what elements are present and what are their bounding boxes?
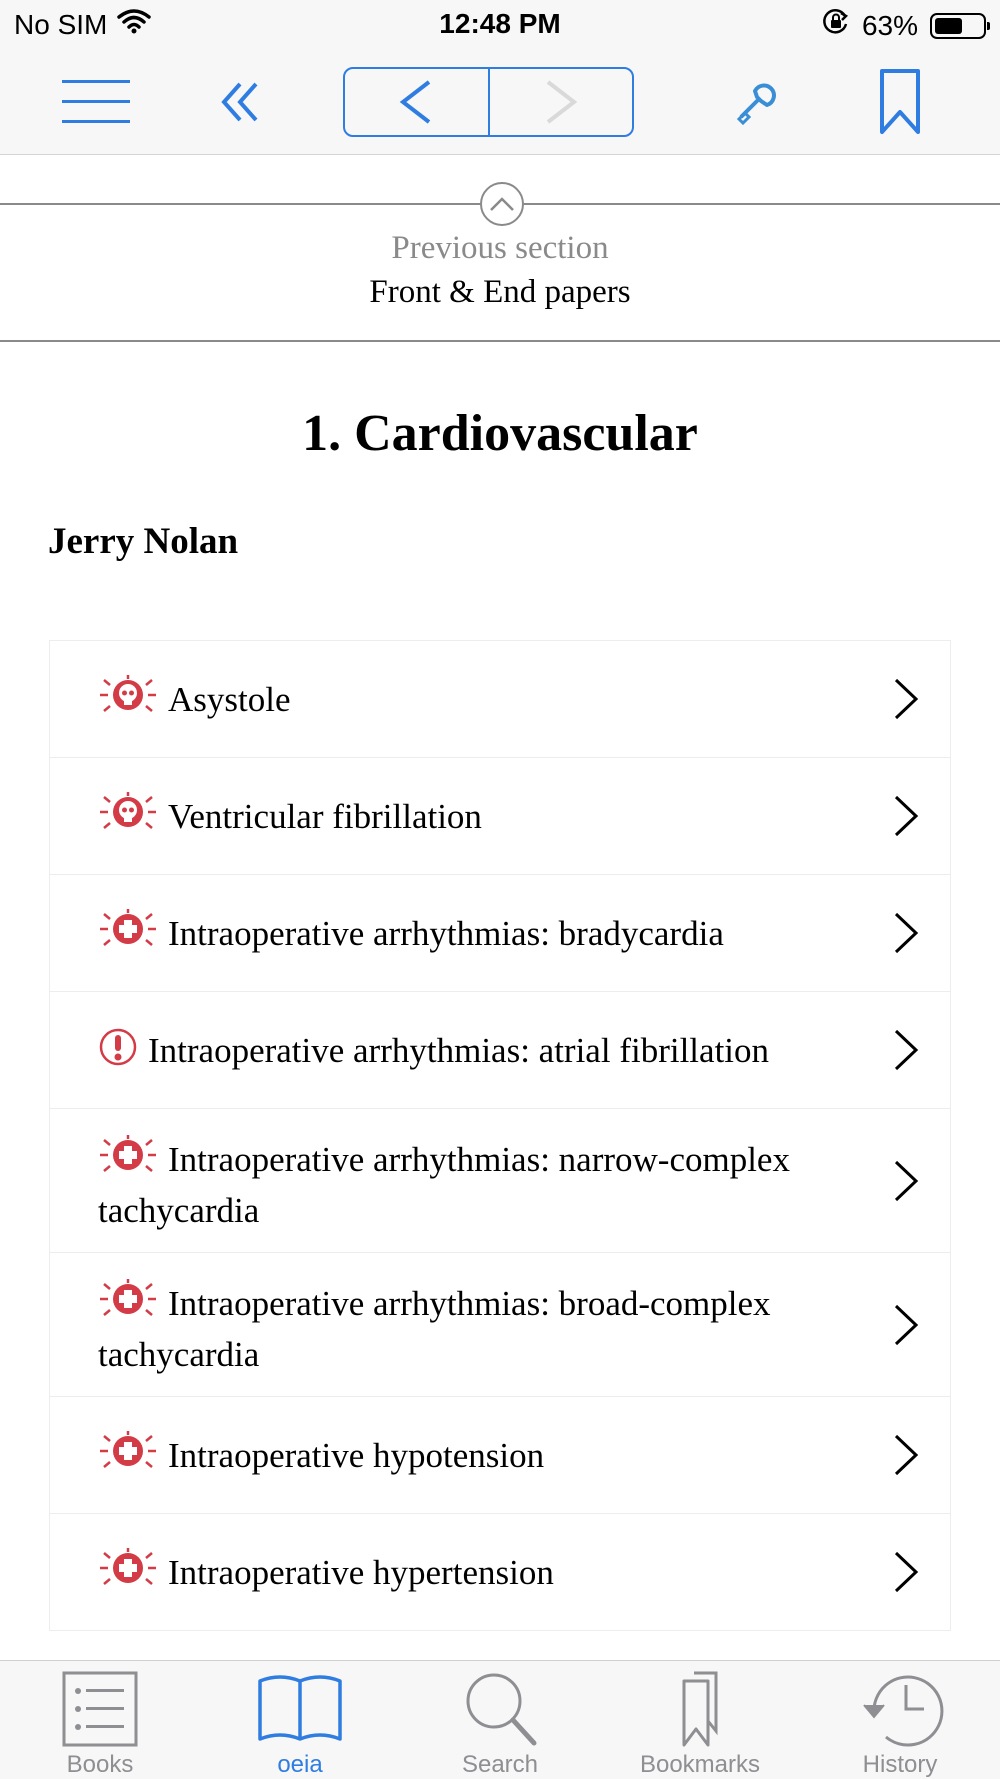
previous-section-title: Front & End papers — [369, 274, 631, 310]
status-bar — [0, 0, 1000, 50]
tab-label: oeia — [277, 1751, 323, 1778]
toc-list — [49, 640, 951, 1631]
back-to-contents-button[interactable] — [215, 50, 265, 154]
tab-bookmarks[interactable] — [600, 1661, 800, 1779]
tab-books[interactable] — [0, 1661, 200, 1779]
tab-history[interactable] — [800, 1661, 1000, 1779]
divider — [0, 340, 1000, 342]
search-icon — [452, 1667, 548, 1749]
chevron-right-icon — [544, 79, 578, 125]
chevron-right-icon — [892, 911, 920, 955]
battery-icon — [930, 13, 986, 39]
list-item[interactable] — [50, 875, 950, 992]
list-item[interactable] — [50, 1253, 950, 1397]
bookmark-icon — [879, 68, 921, 136]
chevron-right-icon — [892, 1303, 920, 1347]
chevron-right-icon — [892, 1159, 920, 1203]
status-right-group — [822, 8, 986, 43]
alert-icon — [98, 1026, 138, 1079]
medical-cross-icon — [98, 909, 158, 962]
chevron-right-icon — [892, 794, 920, 838]
orientation-lock-icon — [822, 8, 850, 43]
list-item[interactable] — [50, 1109, 950, 1253]
medical-cross-icon — [98, 1279, 158, 1332]
chevron-right-icon — [892, 1433, 920, 1477]
books-list-icon — [52, 1667, 148, 1749]
previous-section-label: Previous section — [391, 230, 609, 266]
carrier-label: No SIM — [14, 8, 108, 40]
tab-label: Books — [66, 1751, 134, 1778]
list-item[interactable] — [50, 992, 950, 1109]
toc-item-label: Asystole — [168, 680, 291, 719]
wrench-icon — [733, 77, 783, 127]
list-item[interactable] — [50, 758, 950, 875]
skull-icon — [98, 792, 158, 845]
battery-percent: 63% — [861, 9, 918, 41]
skull-icon — [98, 675, 158, 728]
tab-label: Bookmarks — [639, 1751, 761, 1778]
medical-cross-icon — [98, 1548, 158, 1601]
toc-item-label: Intraoperative arrhythmias: broad-complex tachycardia — [98, 1284, 771, 1374]
previous-page-button[interactable] — [345, 69, 490, 135]
toc-item-label: Intraoperative arrhythmias: narrow-complex tachycardia — [98, 1140, 790, 1230]
chevron-right-icon — [892, 1550, 920, 1594]
chapter-title: 1. Cardiovascular — [302, 405, 698, 462]
tab-oeia[interactable] — [200, 1661, 400, 1779]
toolbar — [0, 50, 1000, 155]
bookmark-button[interactable] — [878, 50, 922, 154]
status-time: 12:48 PM — [439, 8, 561, 39]
menu-icon — [62, 76, 130, 128]
list-item[interactable] — [50, 1397, 950, 1514]
open-book-icon — [252, 1667, 348, 1749]
list-item[interactable] — [50, 1514, 950, 1631]
menu-button[interactable] — [60, 50, 132, 154]
double-chevron-left-icon — [220, 80, 260, 124]
bookmarks-icon — [652, 1667, 748, 1749]
toc-item-label: Ventricular fibrillation — [168, 797, 482, 836]
chevron-right-icon — [892, 1028, 920, 1072]
chevron-right-icon — [892, 677, 920, 721]
medical-cross-icon — [98, 1431, 158, 1484]
toc-item-label: Intraoperative arrhythmias: atrial fibrillation — [148, 1031, 770, 1070]
toc-item-label: Intraoperative arrhythmias: bradycardia — [168, 914, 724, 953]
chevron-up-icon — [480, 182, 524, 226]
chapter-author: Jerry Nolan — [48, 521, 239, 562]
tab-bar — [0, 1660, 1000, 1779]
toc-item-label: Intraoperative hypertension — [168, 1553, 554, 1592]
history-clock-icon — [852, 1667, 948, 1749]
page-navigation-segment — [343, 67, 634, 137]
medical-cross-icon — [98, 1135, 158, 1188]
tab-search[interactable] — [400, 1661, 600, 1779]
list-item[interactable] — [50, 641, 950, 758]
tab-label: Search — [461, 1751, 539, 1778]
tab-label: History — [862, 1751, 938, 1778]
chevron-left-icon — [399, 79, 433, 125]
next-page-button[interactable] — [490, 69, 633, 135]
toc-item-label: Intraoperative hypotension — [168, 1436, 545, 1475]
settings-button[interactable] — [732, 50, 784, 154]
previous-section-link[interactable] — [0, 154, 1000, 342]
